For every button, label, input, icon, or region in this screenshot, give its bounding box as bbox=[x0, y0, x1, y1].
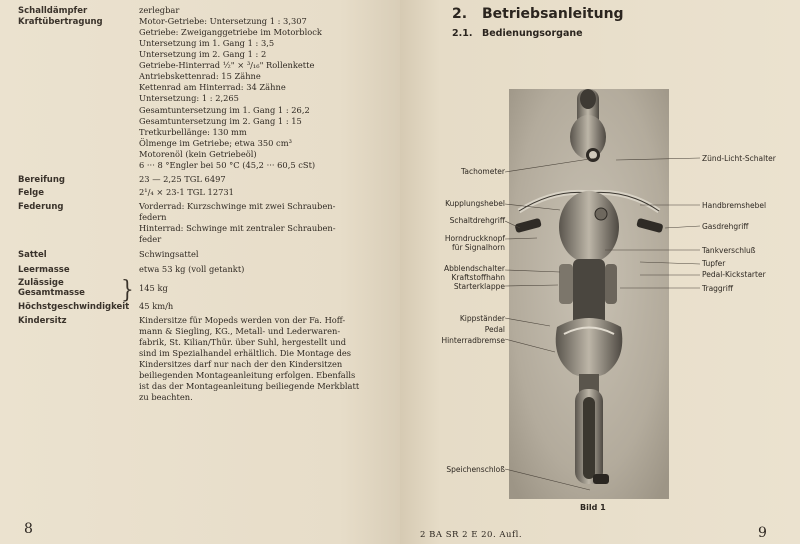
spec-value: 6 ··· 8 °Engler bei 50 °C (45,2 ··· 60,5 cSt) bbox=[139, 160, 316, 170]
spec-value: Ölmenge im Getriebe; etwa 350 cm³ bbox=[139, 138, 292, 148]
callout-kupplungshebel: Kupplungshebel bbox=[445, 199, 505, 208]
callout-tankverschluss: Tankverschluß bbox=[702, 246, 756, 255]
page-number-left: 8 bbox=[24, 521, 33, 537]
callout-horndruckknopf: Horndruckknopf bbox=[444, 234, 505, 243]
callout-kippstaender: Kippständer bbox=[459, 314, 505, 323]
callout-hinterradbremse: Hinterradbremse bbox=[441, 336, 505, 345]
spec-value: ist das der Montageanleitung beiliegende Merkblatt bbox=[139, 381, 360, 391]
spec-value: Getriebe: Zweiganggetriebe im Motorblock bbox=[139, 27, 322, 37]
spec-value: Vorderrad: Kurzschwinge mit zwei Schrauben- bbox=[139, 201, 336, 211]
callout-schaltdrehgriff: Schaltdrehgriff bbox=[449, 216, 505, 225]
spec-label: Sattel bbox=[18, 250, 47, 260]
spec-label: Zulässige bbox=[18, 278, 64, 288]
spec-value: Kindersitzes darf nur nach der den Kindersitzen bbox=[139, 359, 343, 369]
spec-value: Untersetzung im 2. Gang 1 : 2 bbox=[139, 49, 267, 59]
spec-value: 145 kg bbox=[139, 283, 168, 293]
callout-traggriff: Traggriff bbox=[702, 284, 734, 293]
spec-value: federn bbox=[139, 212, 167, 222]
callout-pedal: Pedal bbox=[484, 325, 505, 334]
spec-value: Motor-Getriebe: Untersetzung 1 : 3,307 bbox=[139, 16, 307, 26]
section-title: Betriebsanleitung bbox=[482, 6, 624, 22]
spec-value: Untersetzung im 1. Gang 1 : 3,5 bbox=[139, 38, 275, 48]
callout-gasdrehgriff: Gasdrehgriff bbox=[702, 222, 749, 231]
callout-speichenschloss: Speichenschloß bbox=[446, 465, 505, 474]
callout-handbremshebel: Handbremshebel bbox=[702, 201, 767, 210]
spec-value: Gesamtuntersetzung im 1. Gang 1 : 26,2 bbox=[139, 105, 310, 115]
spec-value: Schwingsattel bbox=[139, 249, 199, 259]
spec-label: Höchstgeschwindigkeit bbox=[18, 302, 130, 312]
spec-label: Gesamtmasse bbox=[18, 288, 85, 298]
spec-value: Tretkurbellänge: 130 mm bbox=[139, 127, 247, 137]
spec-label: Schalldämpfer bbox=[18, 6, 88, 16]
section-number: 2. bbox=[452, 6, 468, 22]
callout-tupfer: Tupfer bbox=[702, 259, 726, 268]
spec-label: Felge bbox=[18, 188, 44, 198]
spec-label: Kindersitz bbox=[18, 316, 67, 326]
footer-print-info: 2 BA SR 2 E 20. Aufl. bbox=[420, 530, 523, 540]
callout-tachometer: Tachometer bbox=[461, 167, 505, 176]
spec-value: Kettenrad am Hinterrad: 34 Zähne bbox=[139, 82, 286, 92]
callout-kraftstoffhahn: Kraftstoffhahn bbox=[451, 273, 505, 282]
brace: } bbox=[121, 274, 134, 304]
spec-value: feder bbox=[139, 234, 162, 244]
subsection-title: Bedienungsorgane bbox=[482, 28, 583, 39]
spec-value: Untersetzung: 1 : 2,265 bbox=[139, 93, 239, 103]
subsection-number: 2.1. bbox=[452, 28, 473, 39]
spec-value: Gesamtuntersetzung im 2. Gang 1 : 15 bbox=[139, 116, 302, 126]
spec-value: etwa 53 kg (voll getankt) bbox=[139, 264, 245, 274]
callout-signalhorn: für Signalhorn bbox=[452, 243, 505, 252]
spec-value: zerlegbar bbox=[139, 5, 180, 15]
spec-value: 2¹/₄ × 23-1 TGL 12731 bbox=[139, 187, 234, 197]
spec-value: Kindersitze für Mopeds werden von der Fa. Hoff- bbox=[139, 315, 346, 325]
spec-label: Bereifung bbox=[18, 175, 65, 185]
callout-abblendschalter: Abblendschalter bbox=[444, 264, 505, 273]
callout-zuend-licht-schalter: Zünd-Licht-Schalter bbox=[702, 154, 776, 163]
page-number-right: 9 bbox=[758, 525, 767, 541]
spec-value: zu beachten. bbox=[139, 392, 193, 402]
spec-value: Getriebe-Hinterrad ½" × ³/₁₆" Rollenkette bbox=[139, 60, 315, 70]
spec-value: mann & Siegling, KG., Metall- und Lederwaren- bbox=[139, 326, 341, 336]
spec-label: Kraftübertragung bbox=[18, 17, 103, 27]
spec-value: Antriebskettenrad: 15 Zähne bbox=[139, 71, 261, 81]
callout-pedal-kickstarter: Pedal-Kickstarter bbox=[702, 270, 766, 279]
spec-label: Leermasse bbox=[18, 265, 70, 275]
spec-value: 45 km/h bbox=[139, 301, 174, 311]
spec-value: Motorenöl (kein Getriebeöl) bbox=[139, 149, 257, 159]
spec-value: Hinterrad: Schwinge mit zentraler Schrauben- bbox=[139, 223, 336, 233]
spec-value: 23 — 2,25 TGL 6497 bbox=[139, 174, 226, 184]
spec-value: beiliegenden Montageanleitung erfolgen. Ebenfalls bbox=[139, 370, 356, 380]
spec-value: sind im Spezialhandel erhältlich. Die Montage des bbox=[139, 348, 352, 358]
callout-starterklappe: Starterklappe bbox=[453, 282, 505, 291]
spec-value: fabrik, St. Kilian/Thür. über Suhl, hergestellt und bbox=[139, 337, 347, 347]
spec-label: Federung bbox=[18, 202, 64, 212]
figure-caption: Bild 1 bbox=[580, 503, 606, 512]
